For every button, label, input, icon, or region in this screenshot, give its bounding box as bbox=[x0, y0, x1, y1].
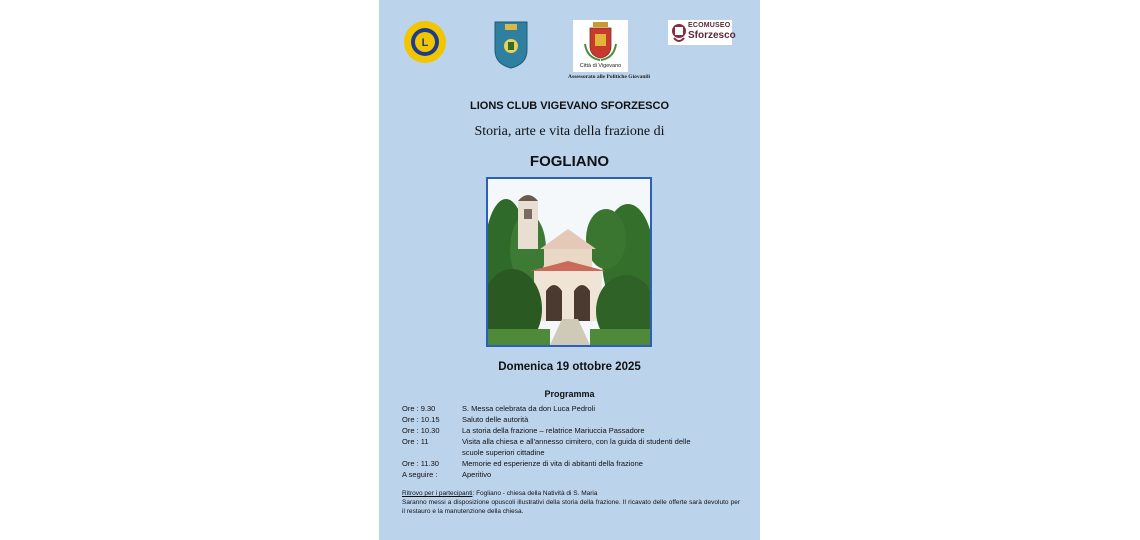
church-photo bbox=[486, 177, 652, 347]
footer-info bbox=[402, 489, 740, 516]
schedule-list bbox=[402, 403, 742, 480]
ecomuseo-sforzesco-logo bbox=[668, 20, 736, 45]
program-title: Programma bbox=[544, 389, 595, 399]
lions-club-logo bbox=[403, 20, 447, 64]
vigevano-crest-icon bbox=[573, 20, 628, 64]
schedule-desc: Saluto delle autorità bbox=[462, 415, 529, 424]
place-title: FOGLIANO bbox=[529, 153, 610, 170]
ecomuseo-emblem-icon bbox=[670, 22, 688, 44]
schedule-item bbox=[402, 436, 742, 458]
schedule-desc: La storia della frazione – relatrice Mariuccia Passadore bbox=[462, 426, 645, 435]
schedule-time: Ore : 10.30 bbox=[402, 426, 440, 435]
event-poster bbox=[379, 0, 760, 540]
ecomuseo-top-text: ECOMUSEO bbox=[688, 22, 731, 29]
church-illustration bbox=[488, 179, 650, 345]
schedule-desc: Aperitivo bbox=[462, 470, 492, 479]
citta-name: Città di Vigevano bbox=[579, 63, 622, 69]
schedule-desc: S. Messa celebrata da don Luca Pedroli bbox=[462, 404, 595, 413]
crest-shield-logo bbox=[493, 20, 529, 70]
schedule-time: Ore : 10.15 bbox=[402, 415, 440, 424]
meeting-label: Ritrovo per i partecipanti bbox=[402, 490, 473, 497]
schedule-desc: Visita alla chiesa e all'annesso cimitero, con la guida di studenti delle scuole superiori cittadine bbox=[462, 437, 691, 457]
event-date: Domenica 19 ottobre 2025 bbox=[498, 361, 641, 373]
citta-di-vigevano-logo bbox=[573, 20, 628, 72]
assessorato-label: Assessorato alle Politiche Giovanili bbox=[567, 74, 651, 80]
schedule-time: Ore : 11.30 bbox=[402, 459, 439, 468]
schedule-item bbox=[402, 425, 742, 436]
schedule-item bbox=[402, 458, 742, 469]
club-title: LIONS CLUB VIGEVANO SFORZESCO bbox=[469, 100, 670, 112]
schedule-item bbox=[402, 469, 742, 480]
schedule-time: Ore : 9.30 bbox=[402, 404, 436, 413]
schedule-item bbox=[402, 414, 742, 425]
schedule-time: A seguire : bbox=[402, 470, 438, 479]
footer-note: Saranno messi a disposizione opuscoli illustrativi della storia della frazione. Il ricavato delle offerte sarà devoluto per il restauro e la manutenzione della chiesa. bbox=[402, 499, 740, 515]
schedule-desc: Memorie ed esperienze di vita di abitanti della frazione bbox=[462, 459, 643, 468]
schedule-item bbox=[402, 403, 742, 414]
svg-text:L: L bbox=[421, 37, 429, 49]
ecomuseo-bottom-text: Sforzesco bbox=[688, 30, 736, 41]
event-subtitle: Storia, arte e vita della frazione di bbox=[474, 124, 665, 139]
schedule-time: Ore : 11 bbox=[402, 437, 429, 446]
meeting-place: : Fogliano - chiesa della Natività di S. Maria bbox=[472, 490, 598, 497]
